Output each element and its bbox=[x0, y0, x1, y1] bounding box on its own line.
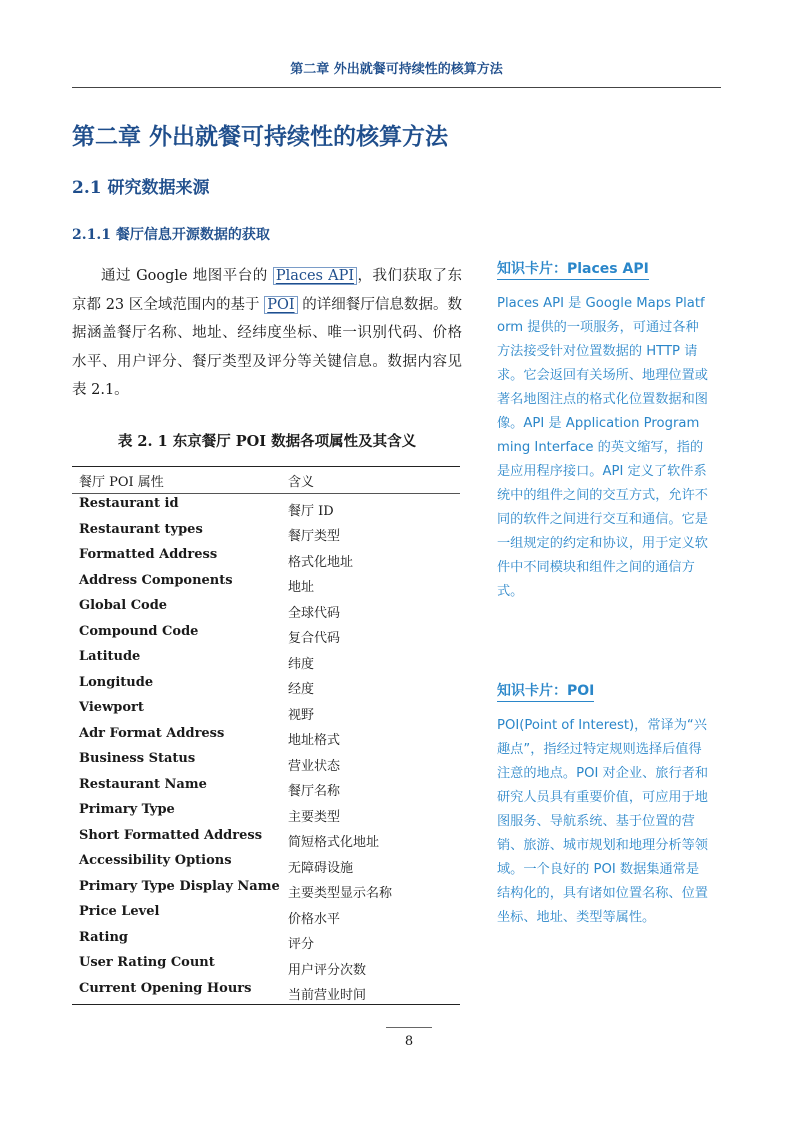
knowledge-card-places-api bbox=[497, 258, 709, 604]
attribute-cell: Current Opening Hours bbox=[79, 980, 252, 996]
meaning-cell: 餐厅类型 bbox=[288, 529, 341, 544]
meaning-cell: 复合代码 bbox=[288, 631, 341, 646]
attribute-cell: Accessibility Options bbox=[79, 853, 232, 868]
poi-link[interactable]: POI bbox=[264, 296, 297, 314]
table-row bbox=[72, 826, 460, 852]
table-row bbox=[72, 724, 460, 750]
table-row bbox=[72, 647, 460, 673]
subsection-title: 2.1.1 餐厅信息开源数据的获取 bbox=[72, 227, 270, 243]
meaning-cell: 经度 bbox=[288, 682, 315, 697]
meaning-cell: 餐厅 ID bbox=[288, 503, 334, 519]
meaning-cell: 用户评分次数 bbox=[288, 962, 367, 978]
table-row bbox=[72, 749, 460, 775]
attribute-cell: User Rating Count bbox=[79, 955, 215, 970]
table-row bbox=[72, 979, 460, 1005]
page-number: 8 bbox=[404, 1034, 414, 1049]
table-row bbox=[72, 877, 460, 903]
attribute-cell: Primary Type Display Name bbox=[79, 878, 280, 894]
attribute-cell: Price Level bbox=[79, 904, 160, 919]
meaning-cell: 主要类型显示名称 bbox=[288, 886, 393, 901]
section-title: 2.1 研究数据来源 bbox=[72, 178, 210, 198]
table-row bbox=[72, 520, 460, 546]
paragraph-text-1: 通过 Google 地图平台的 bbox=[101, 268, 273, 284]
meaning-cell: 地址 bbox=[288, 580, 315, 595]
meaning-cell: 地址格式 bbox=[288, 733, 341, 748]
attribute-cell: Short Formatted Address bbox=[79, 827, 263, 843]
table-row bbox=[72, 953, 460, 979]
meaning-cell: 主要类型 bbox=[288, 809, 341, 825]
table-row bbox=[72, 800, 460, 826]
table-row bbox=[72, 673, 460, 699]
table-header-meaning: 含义 bbox=[288, 474, 315, 490]
meaning-cell: 视野 bbox=[288, 707, 315, 723]
attribute-cell: Viewport bbox=[79, 700, 144, 715]
knowledge-card-poi bbox=[497, 680, 709, 930]
table-body bbox=[72, 494, 460, 1004]
attribute-cell: Address Components bbox=[79, 572, 233, 588]
header-rule bbox=[72, 87, 721, 88]
attribute-cell: Formatted Address bbox=[79, 547, 218, 562]
table-header-row bbox=[72, 467, 460, 494]
meaning-cell: 纬度 bbox=[288, 656, 315, 672]
poi-attributes-table bbox=[72, 466, 460, 1005]
meaning-cell: 全球代码 bbox=[288, 605, 341, 621]
places-api-link[interactable]: Places API bbox=[273, 267, 357, 285]
card-body: POI(Point of Interest)，常译为“兴趣点”，指经过特定规则选择后值得注意的地点。POI 对企业、旅行者和研究人员具有重要价值，可应用于地图服务、导航系统、基于位置的营销、旅游、城市规划和地理分析等领域。一个良好的 POI 数据集通常是结构化的，具有诸如位置名称、位置坐标、地址、类型等属性。 bbox=[497, 718, 709, 925]
meaning-cell: 简短格式化地址 bbox=[288, 835, 380, 850]
card-body: Places API 是 Google Maps Platform 提供的一项服务，可通过各种方法接受针对位置数据的 HTTP 请求。它会返回有关场所、地理位置或著名地图注点的格式化位置数据和图像。API 是 Application Programming Interface 的英文缩写，指的是应用程序接口。API 定义了软件系统中的组件之间的交互方式，允许不同的软件之间进行交互和通信。它是一组规定的约定和协议，用于定义软件中不同模块和组件之间的通信方式。 bbox=[497, 296, 708, 599]
table-row bbox=[72, 571, 460, 597]
attribute-cell: Business Status bbox=[79, 751, 196, 766]
table-row bbox=[72, 851, 460, 877]
body-paragraph bbox=[72, 262, 462, 405]
table-row bbox=[72, 775, 460, 801]
table-caption: 表 2. 1 东京餐厅 POI 数据各项属性及其含义 bbox=[117, 433, 417, 450]
paragraph-text-2: ，我们获取了东京都 23 区全域范围内的基于 bbox=[72, 268, 463, 313]
meaning-cell: 餐厅名称 bbox=[288, 784, 341, 799]
card-title: 知识卡片：POI bbox=[497, 680, 594, 702]
attribute-cell: Global Code bbox=[79, 598, 168, 613]
table-row bbox=[72, 545, 460, 571]
running-header: 第二章 外出就餐可持续性的核算方法 bbox=[290, 62, 503, 77]
table-row bbox=[72, 596, 460, 622]
meaning-cell: 无障碍设施 bbox=[288, 860, 354, 876]
attribute-cell: Longitude bbox=[79, 674, 154, 690]
paragraph-text-3: 的详细餐厅信息数据。数据涵盖餐厅名称、地址、经纬度坐标、唯一识别代码、价格水平、用户评分、餐厅类型及评分等关键信息。数据内容见表 2.1。 bbox=[72, 296, 463, 398]
card-title: 知识卡片：Places API bbox=[497, 258, 649, 280]
attribute-cell: Rating bbox=[79, 929, 129, 945]
meaning-cell: 营业状态 bbox=[288, 758, 341, 774]
table-header-attribute: 餐厅 POI 属性 bbox=[79, 474, 164, 490]
attribute-cell: Restaurant Name bbox=[79, 776, 207, 792]
attribute-cell: Restaurant types bbox=[79, 521, 203, 537]
meaning-cell: 当前营业时间 bbox=[288, 988, 367, 1003]
table-row bbox=[72, 902, 460, 928]
meaning-cell: 格式化地址 bbox=[288, 554, 354, 570]
table-row bbox=[72, 698, 460, 724]
attribute-cell: Latitude bbox=[79, 649, 141, 664]
meaning-cell: 评分 bbox=[288, 937, 315, 952]
page-number-rule bbox=[386, 1027, 432, 1028]
table-row bbox=[72, 494, 460, 520]
attribute-cell: Adr Format Address bbox=[79, 725, 225, 741]
meaning-cell: 价格水平 bbox=[288, 911, 341, 927]
table-row bbox=[72, 622, 460, 648]
attribute-cell: Compound Code bbox=[79, 623, 199, 639]
chapter-title: 第二章 外出就餐可持续性的核算方法 bbox=[72, 123, 449, 150]
attribute-cell: Primary Type bbox=[79, 802, 175, 817]
table-row bbox=[72, 928, 460, 954]
attribute-cell: Restaurant id bbox=[79, 496, 179, 511]
